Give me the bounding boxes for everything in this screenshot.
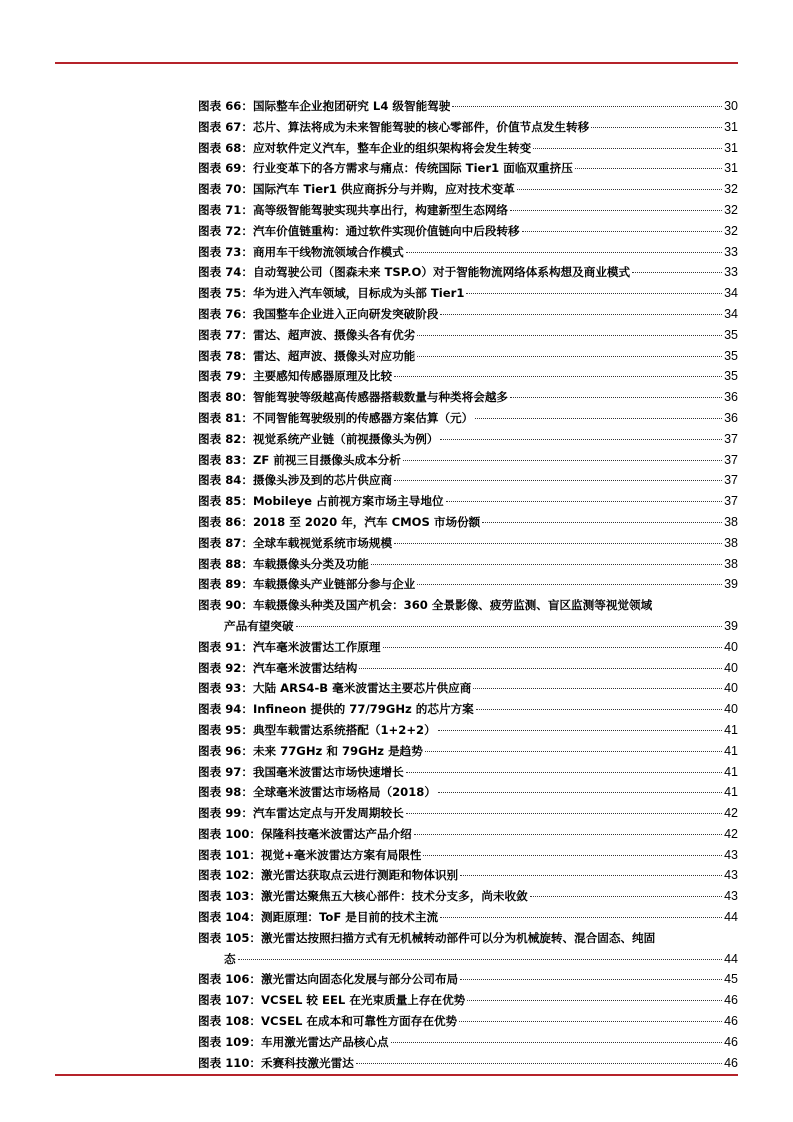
page-number: 35: [724, 327, 738, 342]
dot-leader: [383, 647, 723, 648]
figure-number: 图表 77：: [198, 327, 253, 342]
figure-title: VCSEL 较 EEL 在光束质量上存在优势: [261, 993, 466, 1008]
dot-leader: [417, 584, 722, 585]
page-number: 40: [724, 681, 738, 696]
dot-leader: [356, 1063, 722, 1064]
page-number: 38: [724, 556, 738, 571]
toc-entry[interactable]: [198, 782, 738, 803]
figure-title: 全球毫米波雷达市场格局（2018）: [252, 785, 436, 800]
dot-leader: [476, 709, 722, 710]
page-number: 31: [724, 119, 738, 134]
toc-entry[interactable]: [198, 1011, 738, 1032]
dot-leader: [394, 376, 722, 377]
figure-number: 图表 68：: [198, 140, 253, 155]
figure-number: 图表 98：: [198, 785, 253, 800]
figure-title: 雷达、超声波、摄像头各有优劣: [252, 327, 416, 342]
page-number: 32: [724, 223, 738, 238]
dot-leader: [473, 688, 722, 689]
page-number: 41: [724, 785, 738, 800]
figure-title: 测距原理：ToF 是目前的技术主流: [261, 910, 439, 925]
figure-number: 图表 70：: [198, 182, 253, 197]
figure-title: 国际整车企业抱团研究 L4 级智能驾驶: [252, 99, 451, 113]
figure-number: 图表 90：: [198, 598, 253, 613]
figure-title: 禾赛科技激光雷达: [261, 1055, 354, 1070]
toc-entry[interactable]: [198, 824, 738, 845]
dot-leader: [510, 210, 722, 211]
figure-number: 图表 104：: [198, 910, 262, 925]
toc-entry[interactable]: [198, 304, 738, 325]
dot-leader: [452, 106, 722, 107]
figure-number: 图表 99：: [198, 806, 253, 821]
dot-leader: [467, 1000, 722, 1001]
toc-entry[interactable]: [198, 262, 738, 283]
dot-leader: [371, 564, 722, 565]
toc-entry[interactable]: [198, 803, 738, 824]
figure-number: 图表 93：: [198, 681, 253, 696]
figure-title: 应对软件定义汽车，整车企业的组织架构将会发生转变: [252, 140, 532, 155]
toc-entry[interactable]: [198, 533, 738, 554]
figure-number: 图表 105：: [198, 930, 262, 945]
page-number: 39: [724, 577, 738, 592]
figure-title-continuation: 态: [224, 951, 236, 966]
page-number: 37: [724, 494, 738, 509]
page-number: 36: [724, 390, 738, 405]
dot-leader: [414, 834, 722, 835]
toc-entry[interactable]: [198, 346, 738, 367]
header-rule: [55, 62, 738, 64]
toc-entry[interactable]: [198, 429, 738, 450]
figure-title: 华为进入汽车领域，目标成为头部 Tier1: [252, 286, 465, 301]
toc-entry[interactable]: [198, 242, 738, 263]
page-number: 32: [724, 182, 738, 197]
dot-leader: [575, 168, 722, 169]
toc-entry[interactable]: [198, 96, 738, 117]
page-number: 45: [724, 972, 738, 987]
toc-entry[interactable]: [198, 491, 738, 512]
figure-title: 雷达、超声波、摄像头对应功能: [252, 348, 416, 363]
page-number: 43: [724, 847, 738, 862]
dot-leader: [417, 335, 722, 336]
page-number: 37: [724, 473, 738, 488]
toc-entry[interactable]: [198, 741, 738, 762]
page-number: 40: [724, 639, 738, 654]
dot-leader: [438, 792, 722, 793]
figure-title: 商用车干线物流领域合作模式: [252, 244, 404, 259]
figure-number: 图表 89：: [198, 577, 253, 592]
figure-number: 图表 96：: [198, 743, 253, 758]
toc-entry[interactable]: [198, 450, 738, 471]
toc-entry[interactable]: [198, 179, 738, 200]
dot-leader: [406, 252, 722, 253]
figure-number: 图表 84：: [198, 473, 253, 488]
dot-leader: [423, 855, 722, 856]
page-number: 46: [724, 1014, 738, 1029]
figure-number: 图表 86：: [198, 514, 253, 529]
figure-number: 图表 83：: [198, 452, 253, 467]
toc-entry[interactable]: [198, 138, 738, 159]
dot-leader: [394, 543, 722, 544]
toc-entry[interactable]: [198, 637, 738, 658]
figure-number: 图表 108：: [198, 1014, 262, 1029]
figure-number: 图表 101：: [198, 847, 262, 862]
figure-number: 图表 71：: [198, 202, 253, 217]
figure-title: 视觉系统产业链（前视摄像头为例）: [252, 431, 439, 446]
figure-title: 不同智能驾驶级别的传感器方案估算（元）: [252, 410, 474, 425]
toc-entry[interactable]: [198, 1032, 738, 1053]
figure-title-continuation: 产品有望突破: [224, 618, 294, 633]
page-number: 30: [724, 99, 738, 113]
page-number: 35: [724, 348, 738, 363]
figure-number: 图表 110：: [198, 1055, 262, 1070]
dot-leader: [238, 959, 722, 960]
page-number: 34: [724, 286, 738, 301]
page-number: 39: [724, 618, 738, 633]
toc-entry[interactable]: [198, 325, 738, 346]
figure-number: 图表 106：: [198, 972, 262, 987]
dot-leader: [460, 875, 722, 876]
dot-leader: [406, 772, 722, 773]
figure-number: 图表 69：: [198, 161, 253, 176]
figure-number: 图表 73：: [198, 244, 253, 259]
figure-title: Mobileye 占前视方案市场主导地位: [252, 494, 444, 509]
toc-entry[interactable]: [198, 221, 738, 242]
figure-index: [198, 96, 738, 1073]
dot-leader: [417, 356, 722, 357]
dot-leader: [459, 1021, 722, 1022]
toc-entry[interactable]: [198, 408, 738, 429]
figure-number: 图表 91：: [198, 639, 253, 654]
figure-title: 全球车载视觉系统市场规模: [252, 535, 393, 550]
page-number: 46: [724, 993, 738, 1008]
figure-title: 摄像头涉及到的芯片供应商: [252, 473, 393, 488]
figure-title: 车载摄像头分类及功能: [252, 556, 369, 571]
toc-entry[interactable]: [198, 907, 738, 928]
figure-number: 图表 81：: [198, 410, 253, 425]
figure-title: 国际汽车 Tier1 供应商拆分与并购，应对技术变革: [252, 182, 515, 197]
dot-leader: [482, 522, 722, 523]
page-number: 33: [724, 265, 738, 280]
figure-title: 典型车载雷达系统搭配（1+2+2）: [252, 722, 436, 737]
page-number: 36: [724, 410, 738, 425]
toc-entry[interactable]: [198, 470, 738, 491]
toc-entry[interactable]: [198, 574, 738, 595]
toc-entry[interactable]: [198, 845, 738, 866]
figure-title: 2018 至 2020 年，汽车 CMOS 市场份额: [252, 514, 481, 529]
figure-title: 激光雷达向固态化发展与部分公司布局: [261, 972, 459, 987]
dot-leader: [466, 293, 722, 294]
toc-entry[interactable]: [198, 762, 738, 783]
page-number: 37: [724, 452, 738, 467]
figure-title: 视觉+毫米波雷达方案有局限性: [261, 847, 422, 862]
toc-entry[interactable]: [198, 928, 738, 949]
dot-leader: [475, 418, 722, 419]
page-number: 35: [724, 369, 738, 384]
toc-entry-continuation[interactable]: [198, 949, 738, 970]
page-number: 42: [724, 826, 738, 841]
toc-entry[interactable]: [198, 158, 738, 179]
dot-leader: [438, 730, 722, 731]
figure-title: 自动驾驶公司（图森未来 TSP.O）对于智能物流网络体系构想及商业模式: [252, 265, 631, 280]
page-number: 34: [724, 306, 738, 321]
figure-number: 图表 75：: [198, 286, 253, 301]
page-number: 46: [724, 1055, 738, 1070]
page-number: 33: [724, 244, 738, 259]
figure-title: 主要感知传感器原理及比较: [252, 369, 393, 384]
toc-entry[interactable]: [198, 990, 738, 1011]
figure-number: 图表 74：: [198, 265, 253, 280]
toc-entry[interactable]: [198, 865, 738, 886]
dot-leader: [446, 501, 723, 502]
toc-entry[interactable]: [198, 1053, 738, 1074]
figure-title: VCSEL 在成本和可靠性方面存在优势: [261, 1014, 458, 1029]
page-number: 40: [724, 702, 738, 717]
page-number: 41: [724, 743, 738, 758]
toc-entry[interactable]: [198, 678, 738, 699]
figure-title: 汽车毫米波雷达工作原理: [252, 639, 381, 654]
figure-title: 未来 77GHz 和 79GHz 是趋势: [252, 743, 423, 758]
figure-title: ZF 前视三目摄像头成本分析: [252, 452, 401, 467]
page-number: 43: [724, 889, 738, 904]
toc-entry[interactable]: [198, 969, 738, 990]
dot-leader: [425, 751, 722, 752]
toc-entry[interactable]: [198, 699, 738, 720]
dot-leader: [440, 314, 722, 315]
figure-title: 智能驾驶等级越高传感器搭载数量与种类将会越多: [252, 390, 509, 405]
page-number: 31: [724, 140, 738, 155]
page-number: 40: [724, 660, 738, 675]
dot-leader: [403, 460, 722, 461]
figure-number: 图表 102：: [198, 868, 262, 883]
dot-leader: [394, 480, 722, 481]
toc-entry-continuation[interactable]: [198, 616, 738, 637]
figure-title: 车载摄像头产业链部分参与企业: [252, 577, 416, 592]
figure-number: 图表 107：: [198, 993, 262, 1008]
figure-title: 车载摄像头种类及国产机会：360 全景影像、疲劳监测、盲区监测等视觉领域: [252, 598, 653, 613]
figure-number: 图表 100：: [198, 826, 262, 841]
dot-leader: [522, 231, 722, 232]
figure-title: 激光雷达聚焦五大核心部件：技术分支多，尚未收敛: [261, 889, 528, 904]
dot-leader: [533, 148, 722, 149]
page-number: 38: [724, 535, 738, 550]
figure-number: 图表 94：: [198, 702, 253, 717]
figure-number: 图表 82：: [198, 431, 253, 446]
dot-leader: [591, 127, 722, 128]
toc-entry[interactable]: [198, 117, 738, 138]
page-number: 43: [724, 868, 738, 883]
page-number: 31: [724, 161, 738, 176]
toc-entry[interactable]: [198, 720, 738, 741]
dot-leader: [440, 917, 722, 918]
dot-leader: [406, 813, 722, 814]
figure-number: 图表 66：: [198, 99, 253, 113]
figure-title: 汽车价值链重构：通过软件实现价值链向中后段转移: [252, 223, 520, 238]
figure-number: 图表 72：: [198, 223, 253, 238]
figure-title: 高等级智能驾驶实现共享出行，构建新型生态网络: [252, 202, 509, 217]
page-number: 44: [724, 910, 738, 925]
figure-title: 激光雷达按照扫描方式有无机械转动部件可以分为机械旋转、混合固态、纯固: [261, 930, 656, 945]
dot-leader: [440, 439, 722, 440]
figure-title: 汽车毫米波雷达结构: [252, 660, 358, 675]
figure-title: 芯片、算法将成为未来智能驾驶的核心零部件，价值节点发生转移: [252, 119, 590, 134]
figure-number: 图表 97：: [198, 764, 253, 779]
figure-number: 图表 87：: [198, 535, 253, 550]
figure-title: 车用激光雷达产品核心点: [261, 1034, 389, 1049]
figure-number: 图表 88：: [198, 556, 253, 571]
toc-entry[interactable]: [198, 366, 738, 387]
footer-rule: [55, 1074, 738, 1076]
dot-leader: [517, 189, 722, 190]
page-number: 44: [724, 951, 738, 966]
figure-number: 图表 80：: [198, 390, 253, 405]
figure-title: 行业变革下的各方需求与痛点：传统国际 Tier1 面临双重挤压: [252, 161, 573, 176]
figure-title: 我国毫米波雷达市场快速增长: [252, 764, 404, 779]
figure-number: 图表 103：: [198, 889, 262, 904]
dot-leader: [359, 668, 722, 669]
toc-entry[interactable]: [198, 658, 738, 679]
figure-number: 图表 92：: [198, 660, 253, 675]
page-number: 46: [724, 1034, 738, 1049]
page-number: 38: [724, 514, 738, 529]
figure-title: 保隆科技毫米波雷达产品介绍: [261, 826, 412, 841]
dot-leader: [460, 979, 722, 980]
figure-title: Infineon 提供的 77/79GHz 的芯片方案: [252, 702, 474, 717]
page-number: 32: [724, 202, 738, 217]
dot-leader: [296, 626, 723, 627]
dot-leader: [391, 1042, 723, 1043]
dot-leader: [530, 896, 722, 897]
toc-entry[interactable]: [198, 595, 738, 616]
toc-entry[interactable]: [198, 283, 738, 304]
figure-title: 我国整车企业进入正向研发突破阶段: [252, 306, 439, 321]
figure-number: 图表 79：: [198, 369, 253, 384]
figure-number: 图表 85：: [198, 494, 253, 509]
page-number: 37: [724, 431, 738, 446]
dot-leader: [510, 397, 722, 398]
toc-entry[interactable]: [198, 200, 738, 221]
figure-number: 图表 95：: [198, 722, 253, 737]
toc-entry[interactable]: [198, 387, 738, 408]
toc-entry[interactable]: [198, 512, 738, 533]
figure-number: 图表 109：: [198, 1034, 262, 1049]
page-number: 41: [724, 722, 738, 737]
toc-entry[interactable]: [198, 554, 738, 575]
figure-title: 激光雷达获取点云进行测距和物体识别: [261, 868, 459, 883]
toc-entry[interactable]: [198, 886, 738, 907]
figure-title: 汽车雷达定点与开发周期较长: [252, 806, 404, 821]
page-number: 42: [724, 806, 738, 821]
figure-number: 图表 78：: [198, 348, 253, 363]
dot-leader: [632, 272, 722, 273]
figure-number: 图表 67：: [198, 119, 253, 134]
figure-number: 图表 76：: [198, 306, 253, 321]
page-number: 41: [724, 764, 738, 779]
figure-title: 大陆 ARS4-B 毫米波雷达主要芯片供应商: [252, 681, 472, 696]
